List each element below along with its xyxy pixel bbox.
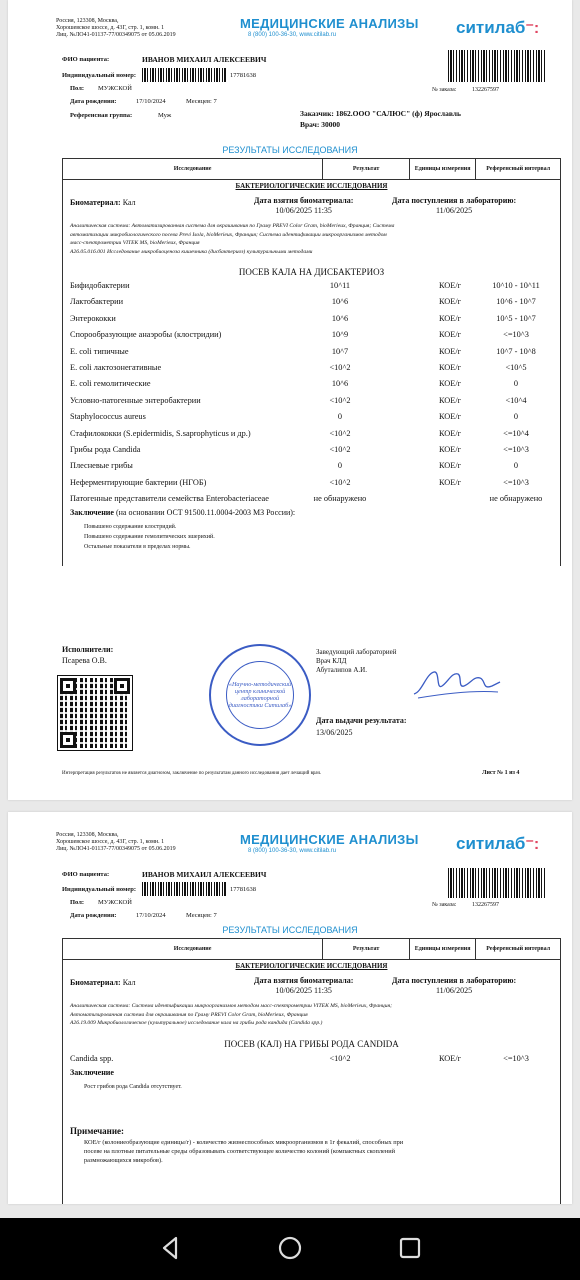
patient-dob: 17/10/2024 bbox=[136, 98, 166, 105]
col-ref: Референсный интервал bbox=[476, 939, 561, 960]
issue-date: 13/06/2025 bbox=[316, 728, 353, 737]
sex-label: Пол: bbox=[70, 899, 85, 906]
row-unit: КОЕ/г bbox=[438, 363, 462, 372]
received-date: Дата поступления в лабораторию: 11/06/2025 bbox=[392, 976, 517, 995]
analytic-methods: Аналитическая система: Автоматизированная система для окрашивания по Граму PREVI Color Gram, bioMerieux, Франция; Система автоматизации микробиологического посева Previ Isola, bioMerieux, Франция; Система идентификации микроорганизмов методом масс-спектрометрии VITEK MS, bioMerieux, Франция A26.05.016.001 Исследование микробиоценоза кишечника (дисбактериоз) культуральными методами bbox=[70, 223, 395, 255]
row-result: <10^2 bbox=[329, 395, 351, 405]
row-ref: 10^7 - 10^8 bbox=[496, 346, 536, 356]
bakt-title: БАКТЕРИОЛОГИЧЕСКИЕ ИССЛЕДОВАНИЯ bbox=[235, 182, 388, 190]
order-barcode bbox=[448, 868, 546, 898]
patient-dob: 17/10/2024 bbox=[136, 912, 166, 919]
row-name: E. coli лактозонегативные bbox=[70, 363, 162, 372]
row-result: <10^2 bbox=[329, 1054, 351, 1063]
table-row bbox=[70, 330, 556, 346]
row-ref: 10^6 - 10^7 bbox=[496, 297, 536, 307]
row-result: <10^2 bbox=[329, 363, 351, 372]
posev-title: ПОСЕВ КАЛА НА ДИСБАКТЕРИОЗ bbox=[238, 267, 385, 277]
patient-months: Месяцев: 7 bbox=[186, 98, 217, 105]
row-unit: КОЕ/г bbox=[438, 461, 462, 471]
row-unit: КОЕ/г bbox=[438, 395, 462, 405]
order-number: 132267597 bbox=[472, 902, 499, 908]
patient-name: ИВАНОВ МИХАИЛ АЛЕКСЕЕВИЧ bbox=[142, 870, 267, 879]
table-row bbox=[70, 396, 556, 412]
row-ref: 0 bbox=[513, 379, 519, 389]
conclusion-heading: Заключение (на основании ОСТ 91500.11.0004-2003 МЗ России): bbox=[70, 508, 296, 517]
patient-id: 17781638 bbox=[230, 886, 256, 893]
row-name: Staphylococcus aureus bbox=[70, 412, 146, 422]
id-label: Индивидуальный номер: bbox=[62, 72, 137, 79]
dob-label: Дата рождения: bbox=[70, 912, 117, 919]
patient-barcode bbox=[142, 882, 226, 896]
received-date: Дата поступления в лабораторию: 11/06/2025 bbox=[392, 196, 517, 215]
row-ref: <10^5 bbox=[505, 363, 527, 372]
bakt-title: БАКТЕРИОЛОГИЧЕСКИЕ ИССЛЕДОВАНИЯ bbox=[235, 962, 388, 970]
table-row bbox=[70, 478, 556, 494]
row-result: 10^6 bbox=[331, 313, 349, 323]
row-ref: <=10^3 bbox=[503, 445, 529, 454]
row-name: Лактобактерии bbox=[70, 297, 124, 307]
row-result: <10^2 bbox=[329, 445, 351, 454]
table-row bbox=[70, 1054, 556, 1070]
col-study: Исследование bbox=[63, 939, 323, 960]
taken-date: Дата взятия биоматериала: 10/06/2025 11:35 bbox=[254, 976, 354, 995]
conclusion-line: Рост грибов рода Candida отсутствует. bbox=[84, 1084, 182, 1090]
table-row bbox=[70, 445, 556, 461]
table-row bbox=[70, 281, 556, 297]
executors-label: Исполнители: bbox=[62, 645, 114, 654]
table-row bbox=[70, 314, 556, 330]
report-page-1 bbox=[8, 0, 572, 800]
id-label: Индивидуальный номер: bbox=[62, 886, 137, 893]
results-section-title: РЕЗУЛЬТАТЫ ИССЛЕДОВАНИЯ bbox=[222, 145, 358, 155]
note-text: КОЕ/г (колониеобразующие единицы/г) - количество жизнеспособных микроорганизмов в 1г фекалий, способных при посеве на плотные питательные среды образовывать соответствующее количество колоний (компактных скоплений размножающихся микробов). bbox=[84, 1139, 404, 1164]
col-study: Исследование bbox=[63, 159, 323, 180]
row-result: 10^11 bbox=[329, 281, 351, 290]
logo-mark-icon: ⁻: bbox=[525, 20, 540, 37]
patient-months: Месяцев: 7 bbox=[186, 912, 217, 919]
row-ref: 0 bbox=[513, 461, 519, 471]
patient-id: 17781638 bbox=[230, 72, 256, 79]
conclusion-line: Остальные показатели в пределах нормы. bbox=[84, 544, 191, 550]
row-ref: 10^10 - 10^11 bbox=[492, 281, 540, 290]
patient-barcode bbox=[142, 68, 226, 82]
fio-label: ФИО пациента: bbox=[62, 871, 110, 878]
report-page-2 bbox=[8, 812, 572, 1204]
results-section-title: РЕЗУЛЬТАТЫ ИССЛЕДОВАНИЯ bbox=[222, 925, 358, 935]
refgroup-value: Муж bbox=[158, 112, 172, 119]
logo-mark-icon: ⁻: bbox=[525, 836, 540, 853]
row-name: Грибы рода Candida bbox=[70, 445, 141, 454]
fio-label: ФИО пациента: bbox=[62, 56, 110, 63]
row-name: Патогенные представители семейства Enterobacteriaceae bbox=[70, 494, 269, 504]
row-unit: КОЕ/г bbox=[438, 1054, 462, 1063]
row-name: E. coli гемолитические bbox=[70, 379, 151, 389]
table-row bbox=[70, 363, 556, 379]
refgroup-label: Референсная группа: bbox=[70, 112, 133, 119]
row-result: <10^2 bbox=[329, 477, 351, 487]
row-result: 10^9 bbox=[331, 330, 349, 340]
order-label: № заказа: bbox=[432, 87, 457, 93]
row-unit: КОЕ/г bbox=[438, 428, 462, 438]
col-units: Единицы измерения bbox=[409, 159, 475, 180]
row-ref: 0 bbox=[513, 412, 519, 422]
col-result: Результат bbox=[323, 939, 410, 960]
row-name: Энтерококки bbox=[70, 313, 116, 323]
sex-label: Пол: bbox=[70, 85, 85, 92]
col-units: Единицы измерения bbox=[409, 939, 475, 960]
executor-name: Псарева О.В. bbox=[62, 656, 107, 665]
conclusion-line: Повышено содержание клостридий. bbox=[84, 524, 177, 530]
order-barcode bbox=[448, 50, 546, 82]
row-unit: КОЕ/г bbox=[438, 477, 462, 487]
row-result: 10^6 bbox=[331, 297, 349, 307]
taken-date: Дата взятия биоматериала: 10/06/2025 11:35 bbox=[254, 196, 354, 215]
row-name: Стафилококки (S.epidermidis, S.saprophyticus и др.) bbox=[70, 428, 251, 438]
col-ref: Референсный интервал bbox=[476, 159, 561, 180]
document-title: МЕДИЦИНСКИЕ АНАЛИЗЫ bbox=[240, 832, 419, 847]
footer-note: Интерпретация результатов не является диагнозом, заключение по результатам данного исследования дает лечащий врач. bbox=[62, 771, 322, 776]
table-row bbox=[70, 379, 556, 395]
row-name: Неферментирующие бактерии (НГОБ) bbox=[70, 477, 207, 487]
row-name: Спорообразующие анаэробы (клостридии) bbox=[70, 330, 222, 340]
row-ref: <=10^4 bbox=[503, 428, 529, 438]
row-result: 10^6 bbox=[331, 379, 349, 389]
home-icon[interactable] bbox=[274, 1232, 306, 1264]
row-unit: КОЕ/г bbox=[438, 445, 462, 454]
order-number: 132267597 bbox=[472, 87, 499, 93]
row-unit: КОЕ/г bbox=[438, 330, 462, 340]
back-icon[interactable] bbox=[154, 1232, 186, 1264]
citilab-logo: ситилаб⁻: bbox=[456, 18, 540, 37]
lab-stamp bbox=[209, 644, 311, 746]
signature-icon bbox=[412, 664, 502, 704]
row-unit: КОЕ/г bbox=[438, 379, 462, 389]
patient-sex: МУЖСКОЙ bbox=[98, 85, 132, 92]
patient-name: ИВАНОВ МИХАИЛ АЛЕКСЕЕВИЧ bbox=[142, 55, 267, 64]
lab-phone: 8 (800) 100-36-30, www.citilab.ru bbox=[248, 848, 337, 854]
biomaterial: Биоматериал: Кал bbox=[70, 198, 136, 207]
issue-label: Дата выдачи результата: bbox=[316, 716, 407, 725]
citilab-logo: ситилаб⁻: bbox=[456, 834, 540, 853]
conclusion-heading: Заключение bbox=[70, 1068, 114, 1077]
lab-phone: 8 (800) 100-36-30, www.citilab.ru bbox=[248, 32, 337, 38]
analytic-methods: Аналитическая система: Система идентификации микроорганизмов методом масс-спектрометрии VITEK MS, bioMerieux, Франция; Автоматизированная система для окрашивания по Граму PREVI Color Gram, bioMerieux, Франция A26.19.009 Микробиологическое (культуральное) исследование кала на грибы рода кандида (Candida spp.) bbox=[70, 1003, 392, 1026]
results-table-header bbox=[62, 158, 561, 180]
row-ref: не обнаружено bbox=[489, 494, 543, 504]
posev-title: ПОСЕВ (КАЛ) НА ГРИБЫ РОДА CANDIDA bbox=[224, 1039, 399, 1049]
table-row bbox=[70, 297, 556, 313]
qr-code bbox=[58, 676, 132, 750]
row-unit: КОЕ/г bbox=[438, 346, 462, 356]
note-heading: Примечание: bbox=[70, 1126, 125, 1136]
table-row bbox=[70, 429, 556, 445]
row-name: E. coli типичные bbox=[70, 346, 129, 356]
lab-address: Россия, 123308, Москва, Хорошевское шоссе, д. 43Г, стр. 1, комн. 1 Лиц. №ЛО41-01137-77/00349075 от 05.06.2019 bbox=[56, 832, 176, 852]
sheet-number: Лист № 1 из 4 bbox=[482, 770, 520, 776]
results-table-header bbox=[62, 938, 561, 960]
android-nav-bar bbox=[0, 1218, 580, 1280]
recent-apps-icon[interactable] bbox=[394, 1232, 426, 1264]
stamp-text: «Научно-методический центр клинической лабораторной диагностики Ситилаб» bbox=[226, 661, 294, 729]
lab-address: Россия, 123308, Москва, Хорошевское шоссе, д. 43Г, стр. 1, комн. 1 Лиц. №ЛО41-01137-77/00349075 от 05.06.2019 bbox=[56, 18, 176, 38]
row-unit: КОЕ/г bbox=[438, 313, 462, 323]
table-row bbox=[70, 347, 556, 363]
row-result: 0 bbox=[337, 461, 343, 471]
dob-label: Дата рождения: bbox=[70, 98, 117, 105]
patient-sex: МУЖСКОЙ bbox=[98, 899, 132, 906]
row-result: не обнаружено bbox=[313, 494, 367, 504]
head-of-lab: Заведующий лабораторией Врач КЛД Абуталипов А.И. bbox=[316, 648, 397, 674]
row-result: 0 bbox=[337, 412, 343, 422]
col-result: Результат bbox=[323, 159, 410, 180]
row-name: Бифидобактерии bbox=[70, 281, 130, 290]
row-ref: <10^4 bbox=[505, 395, 527, 405]
row-ref: 10^5 - 10^7 bbox=[496, 313, 536, 323]
document-title: МЕДИЦИНСКИЕ АНАЛИЗЫ bbox=[240, 16, 419, 31]
order-label: № заказа: bbox=[432, 902, 457, 908]
row-unit: КОЕ/г bbox=[438, 412, 462, 422]
row-name: Candida spp. bbox=[70, 1054, 114, 1063]
row-name: Условно-патогенные энтеробактерии bbox=[70, 395, 201, 405]
row-ref: <=10^3 bbox=[503, 477, 529, 487]
conclusion-line: Повышено содержание гемолитических эшерихий. bbox=[84, 534, 215, 540]
row-result: 10^7 bbox=[331, 346, 349, 356]
row-unit: КОЕ/г bbox=[438, 297, 462, 307]
row-unit: КОЕ/г bbox=[438, 281, 462, 290]
row-result: <10^2 bbox=[329, 428, 351, 438]
row-ref: <=10^3 bbox=[503, 1054, 529, 1063]
biomaterial: Биоматериал: Кал bbox=[70, 978, 136, 987]
table-row bbox=[70, 461, 556, 477]
row-ref: <=10^3 bbox=[503, 330, 529, 340]
table-row bbox=[70, 412, 556, 428]
customer-info: Заказчик: 1862.ООО "САЛЮС" (ф) Ярославль Врач: 30000 bbox=[300, 109, 461, 129]
row-name: Плесневые грибы bbox=[70, 461, 133, 471]
